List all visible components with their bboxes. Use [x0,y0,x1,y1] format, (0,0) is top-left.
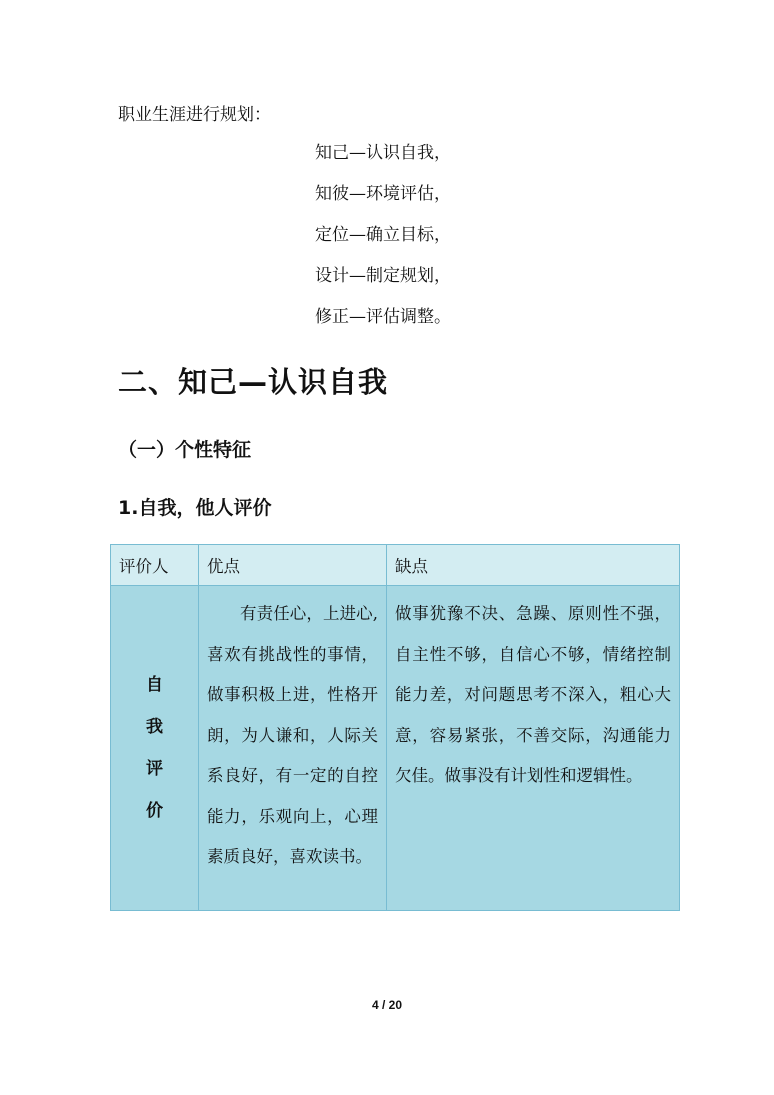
page-number: 4 / 20 [371,998,403,1012]
subsubsection-heading: 1.自我，他人评价 [118,497,272,519]
pros-cell: 有责任心，上进心,喜欢有挑战性的事情，做事积极上进，性格开朗，为人谦和，人际关系良好，有一定的自控能力，乐观向上，心理素质良好，喜欢读书。 [199,586,387,911]
header-cons: 缺点 [387,545,680,586]
subsection-heading: （一）个性特征 [118,439,252,461]
table-header-row [111,545,680,586]
header-pros: 优点 [199,545,387,586]
planning-step: 修正—评估调整。 [315,307,451,327]
header-evaluator: 评价人 [111,545,199,586]
planning-step: 定位—确立目标， [315,225,451,245]
evaluation-table [110,544,680,911]
intro-text: 职业生涯进行规划： [118,105,271,125]
planning-step: 设计—制定规划， [315,266,451,286]
planning-step: 知己—认识自我， [315,143,451,163]
evaluator-label: 自我评价 [146,675,163,821]
cons-cell: 做事犹豫不决、急躁、原则性不强，自主性不够，自信心不够，情绪控制能力差，对问题思考不深入，粗心大意，容易紧张，不善交际，沟通能力欠佳。做事没有计划性和逻辑性。 [387,586,680,911]
planning-step: 知彼—环境评估， [315,184,451,204]
evaluator-cell [111,586,199,911]
planning-steps-list [315,140,451,345]
section-heading: 二、知己—认识自我 [118,365,389,399]
table-row [111,586,680,911]
